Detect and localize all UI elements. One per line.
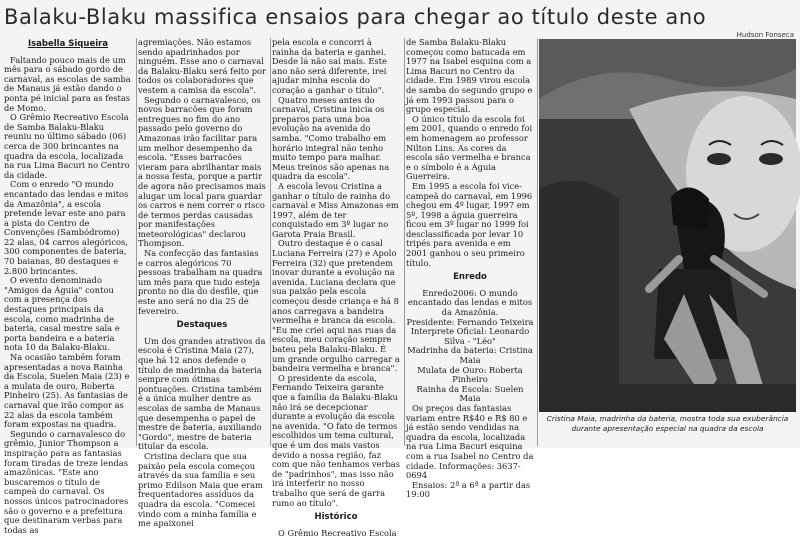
- subhead-historico: Histórico: [314, 512, 358, 523]
- paragraph: Um dos grandes atrativos da escola é Cristina Maia (27), que há 12 anos defende o título de madrinha da bateria sempre com ótimas pontuações. Cristina também é a única mulher dentre as escolas de samba de Manaus que desempenha o papel de mestre de bateria, auxiliando "Gordo", mestre de bateria titular da escola.: [138, 335, 266, 452]
- author-byline: Isabella Siqueira: [27, 39, 109, 49]
- paragraph: Os preços das fantasias variam entre R$40 e R$ 80 e já estão sendo vendidas na quadra da escola, localizada na rua Lima Bacuri esquina com a rua Isabel no Centro da cidade. Informações: 3637-0694: [406, 402, 534, 481]
- article-columns: [4, 37, 536, 538]
- paragraph: de Samba Balaku-Blaku começou como batucada em 1977 na Isabel esquina com a Lima Bacuri no Centro da cidade. Em 1989 virou escola de samba do segundo grupo e já em 1993 passou para o grupo especial.: [406, 37, 533, 115]
- paragraph: Cristina declara que sua paixão pela escola começou através da sua família e seu primo Edilson Maia que eram frequentadores assíduos da quadra da escola. "Comecei vindo com a minha família e me apaixonei: [138, 450, 263, 529]
- headline: Balaku-Blaku massifica ensaios para chegar ao título deste ano: [4, 5, 707, 29]
- dancer-photo: [539, 39, 796, 412]
- paragraph: Na ocasião também foram apresentadas a nova Rainha da Escola, Suelen Maia (23) e a mulata de ouro, Roberta Pinheiro (25). As fantasias de carnaval que irão compor as 22 alas da escola também foram expostas na quadra.: [4, 352, 130, 430]
- paragraph: Outro destaque é o casal Luciana Ferreira (27) e Apolo Ferreira (32) que pretendem inovar durante a evolução na avenida. Luciana declara que sua paixão pela escola começou desde criança e há 8 anos carregava a bandeira vermelha e branca da escola. "Eu me criei aqui nas ruas da escola, meu coração sempre bateu pela Balaku-Blaku. É um grande orgulho carregar a bandeira vermelha e branca".: [272, 238, 400, 374]
- paragraph: O Grêmio Recreativo Escola de Samba Balaku-Blaku reuniu no último sábado (06) cerca de 300 brincantes na quadra da escola, localizada na rua Lima Bacuri no Centro da cidade.: [4, 112, 130, 180]
- paragraph: O evento denominado "Amigos da Águia" contou com a presença dos destaques principais da escola, como madrinha de bateria, casal mestre sala e porta bandeira e a bateria nota 10 da Balaku-Blaku.: [4, 275, 120, 353]
- column-3: [272, 37, 400, 538]
- column-divider: [537, 38, 538, 446]
- paragraph: Em 1995 a escola foi vice-campeã do carnaval, em 1996 chegou em 4º lugar, 1997 em 5º, 1998 a águia guerreira ficou em 3º lugar no 1999 foi desclassificada por levar 10 tripés para avenida e em 2001 ganhou o seu primeiro título.: [406, 180, 533, 268]
- paragraph: Faltando pouco mais de um mês para o sábado gordo de carnaval, as escolas de samba de Manaus já estão dando o ponta pé inicial para as festas de Momo.: [4, 54, 131, 113]
- subhead-enredo: Enredo: [453, 272, 487, 283]
- credit-line: Mulata de Ouro: Roberta Pinheiro: [417, 364, 523, 385]
- paragraph: Ensaios: 2ª a 6ª a partir das 19:00: [406, 479, 531, 500]
- paragraph: agremiações. Não estamos sendo apadrinhados por ninguém. Esse ano o carnaval da Balaku-Blaku será feito por todos os colaboradores que vestem a camisa da escola".: [138, 37, 267, 95]
- column-1: [4, 38, 132, 535]
- subhead-destaques: Destaques: [176, 320, 228, 331]
- paragraph: pela escola e concorri à rainha da bateria e ganhei. Desde lá não saí mais. Este ano não será diferente, irei ajudar minha escola do coração a ganhar o título".: [272, 37, 387, 95]
- credit-line: Madrinha da bateria: Cristina Maia: [407, 345, 533, 365]
- credit-line: Presidente: Fernando Teixeira: [406, 316, 534, 327]
- credit-line: Interprete Oficial: Leonardo Silva - "Léo": [410, 326, 530, 346]
- paragraph: Segundo o carnavalesco, os novos barracões que foram entregues no fim do ano passado pelo governo do Amazonas irão facilitar para um melhor desempenho da escola. "Esses barracões vieram para abrilhantar mais a nossa festa, porque a partir de agora não precisamos mais alugar um local para guardar os carros e nem correr o risco de termos perdas causadas por manifestações meteorológicas" declarou Thompson.: [138, 94, 266, 249]
- paragraph: O Grêmio Recreativo Escola: [278, 527, 397, 538]
- photo-credit: Hudson Fonseca: [736, 31, 794, 39]
- paragraph: Com o enredo "O mundo encantado das lendas e mitos da Amazônia", a escola pretende levar este ano para a pista do Centro de Convenções (Sambódromo) 22 alas, 04 carros alegóricos, 300 componentes de bateria, 70 baianas, 80 destaques e 2.800 brincantes.: [4, 179, 129, 276]
- column-4: [406, 37, 534, 500]
- paragraph: O presidente da escola, Fernando Teixeira garante que a família da Balaku-Blaku não irá se decepcionar durante a evolução da escola na avenida. "O fato de termos escolhidos um tema cultural, que é um dos mais vastos devido a nossa região, faz com que não tenhamos verbas de "padrinhos", mas isso não irá interferir no nosso trabalho que será de garra rumo ao título".: [272, 372, 400, 508]
- paragraph: Segundo o carnavalesco do grêmio, Junior Thompson a inspiração para as fantasias foram tiradas de treze lendas amazônicas. "Este ano buscaremos o título de campeã do carnaval. Os nossos únicos patrocinadores são o governo e a prefeitura que destinaram verbas para todas as: [4, 428, 129, 535]
- paragraph: Na confecção das fantasias e carros alegóricos 70 pessoas trabalham na quadra um mês para que tudo esteja pronto no dia do desfile, que este ano será no dia 25 de fevereiro.: [138, 248, 263, 316]
- paragraph: Quatro meses antes do carnaval, Cristina inicia os preparos para uma boa evolução na avenida do samba. "Como trabalho em horário integral não tenho muito tempo para malhar. Meus treinos são apenas na quadra da escola".: [272, 94, 390, 182]
- credit-line: Rainha da Escola: Suelen Maia: [416, 383, 524, 404]
- column-2: [138, 37, 267, 529]
- credits-list: [406, 289, 534, 404]
- paragraph: A escola levou Cristina a ganhar o título de rainha do carnaval e Miss Amazonas em 1997, além de ter conquistado em 3º lugar no Garota Praia Brasil.: [272, 180, 399, 239]
- credit-line: Enredo2006: O mundo encantado das lendas e mitos da Amazônia.: [407, 287, 533, 318]
- paragraph: O único título da escola foi em 2001, quando o enredo foi em homenagem ao professor Nilton Lins. As cores da escola são vermelha e branca e o símbolo é a Águia Guerreira.: [406, 113, 533, 182]
- photo-caption: Cristina Maia, madrinha da bateria, mostra toda sua exuberância durante apresentação especial na quadra da escola: [546, 414, 789, 433]
